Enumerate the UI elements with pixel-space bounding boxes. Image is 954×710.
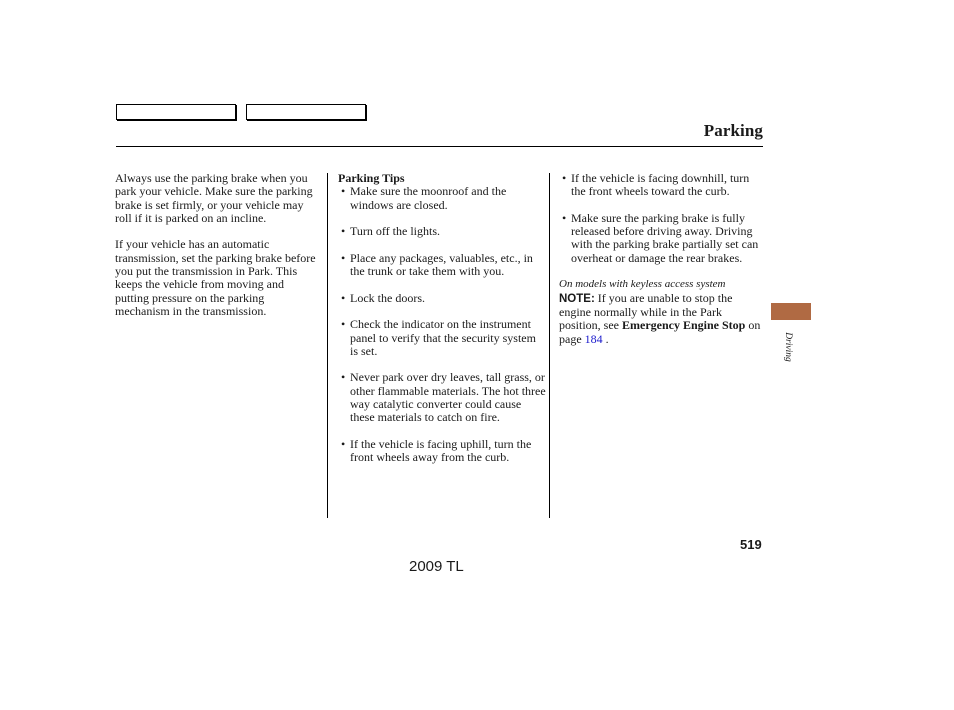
column-3 [559, 172, 762, 346]
column-2 [338, 172, 546, 465]
bullet-icon: • [341, 370, 346, 385]
section-heading: Parking Tips [338, 171, 405, 185]
column-1 [115, 172, 320, 318]
bullet-icon: • [341, 224, 346, 239]
column-divider [549, 173, 550, 518]
list-item: • Make sure the parking brake is fully released before driving away. Driving with the parking brake partially set can overheat or damage the rear brakes. [562, 210, 759, 265]
page-link[interactable]: 184 [584, 331, 603, 346]
list-item: • If the vehicle is facing uphill, turn the front wheels away from the curb. [341, 436, 532, 465]
note-label: NOTE: [559, 292, 595, 305]
nav-button-next[interactable] [246, 104, 366, 120]
section-tab[interactable] [771, 303, 811, 320]
list-item: • Lock the doors. [341, 290, 425, 305]
bullet-icon: • [341, 317, 346, 332]
page-title: Parking [703, 121, 763, 140]
bullet-icon: • [341, 436, 346, 451]
note-context: On models with keyless access system [559, 278, 726, 291]
paragraph-parking-brake: Always use the parking brake when you park your vehicle. Make sure the parking brake is set firmly, or your vehicle may roll if it is parked on an incline. [115, 171, 313, 225]
bullet-icon: • [341, 290, 346, 305]
footer-model: 2009 TL [409, 558, 464, 575]
list-item: • If the vehicle is facing downhill, turn the front wheels toward the curb. [562, 171, 750, 199]
list-item: • Place any packages, valuables, etc., in the trunk or take them with you. [341, 250, 533, 279]
bullet-icon: • [341, 250, 346, 265]
list-item: • Check the indicator on the instrument panel to verify that the security system is set. [341, 317, 536, 358]
nav-button-previous[interactable] [116, 104, 236, 120]
note-paragraph: NOTE: If you are unable to stop the engine normally while in the Park position, see Emergency Engine Stop on page 184 . [559, 290, 761, 346]
bullet-icon: • [562, 210, 567, 225]
page-number: 519 [740, 537, 762, 552]
paragraph-automatic-transmission: If your vehicle has an automatic transmission, set the parking brake before you put the transmission in Park. This keeps the vehicle from moving and putting pressure on the parking mechanism in the transmission. [115, 237, 316, 318]
list-item: • Never park over dry leaves, tall grass, or other flammable materials. The hot three way catalytic converter could cause these materials to catch on fire. [341, 370, 546, 425]
header-rule [116, 146, 763, 147]
column-divider [327, 173, 328, 518]
note-reference: Emergency Engine Stop [622, 318, 746, 333]
section-label: Driving [783, 332, 793, 362]
list-item: • Make sure the moonroof and the windows are closed. [341, 184, 507, 212]
list-item: • Turn off the lights. [341, 224, 441, 239]
bullet-icon: • [341, 184, 346, 199]
bullet-icon: • [562, 171, 567, 185]
